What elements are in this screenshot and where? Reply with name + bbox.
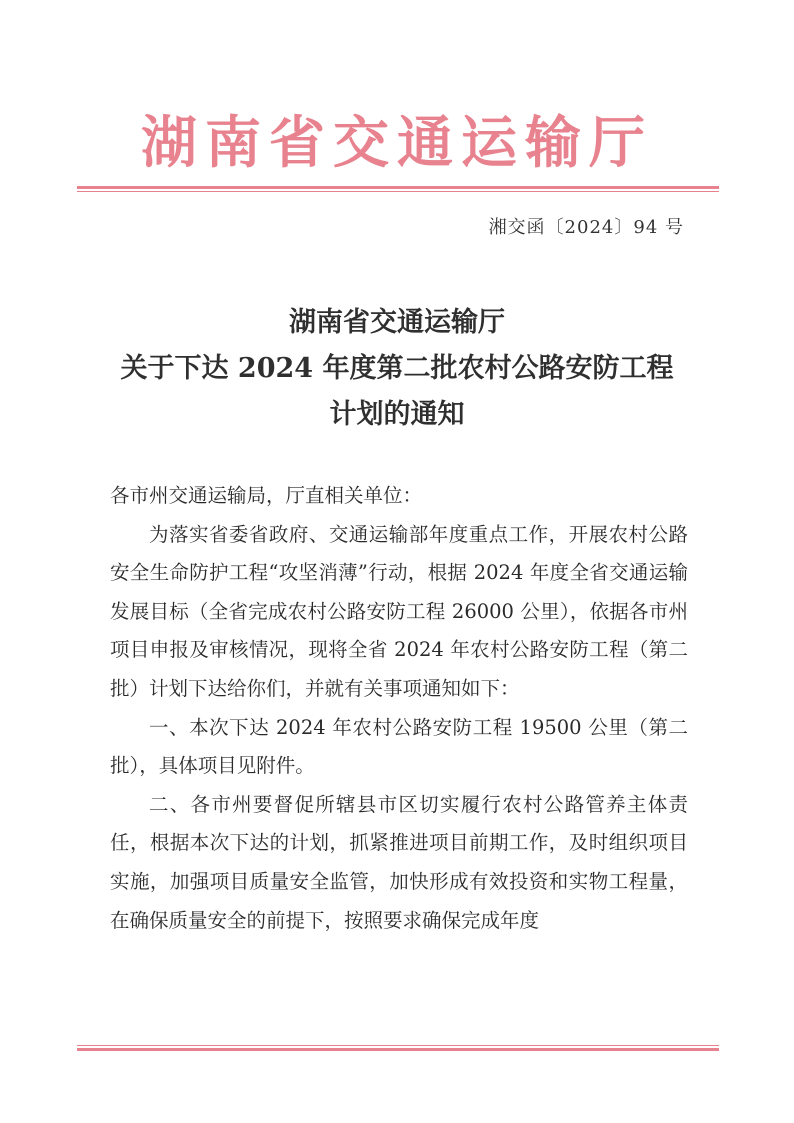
paragraph-item-1: 一、本次下达 2024 年农村公路安防工程 19500 公里（第二批），具体项目见附件。 <box>110 715 688 778</box>
paragraph-intro: 为落实省委省政府、交通运输部年度重点工作，开展农村公路安全生命防护工程“攻坚消薄”行动，根据 2024 年度全省交通运输发展目标（全省完成农村公路安防工程 26000 公里），依据各市州项目申报及审核情况，现将全省 2024 年农村公路安防工程（第二批）计划下达给你们，并就有关事项通知如下： <box>110 522 688 700</box>
footer-red-rule-thick <box>77 1048 719 1051</box>
title-line-3: 计划的通知 <box>329 399 465 430</box>
header-red-rule-thick <box>77 186 719 189</box>
footer-red-rule-thin <box>77 1045 719 1046</box>
document-body <box>110 477 688 940</box>
title-line-1: 湖南省交通运输厅 <box>289 307 505 338</box>
agency-masthead: 湖南省交通运输厅 <box>141 111 653 176</box>
title-line-2: 关于下达 2024 年度第二批农村公路安防工程 <box>120 353 674 384</box>
salutation: 各市州交通运输局，厅直相关单位： <box>110 484 423 507</box>
header-red-rule-thin <box>77 191 719 192</box>
document-number: 湘交函〔2024〕94 号 <box>488 217 684 238</box>
paragraph-item-2: 二、各市州要督促所辖县市区切实履行农村公路管养主体责任，根据本次下达的计划，抓紧推进项目前期工作，及时组织项目实施，加强项目质量安全监管，加快形成有效投资和实物工程量，在确保质量安全的前提下，按照要求确保完成年度 <box>110 792 688 932</box>
